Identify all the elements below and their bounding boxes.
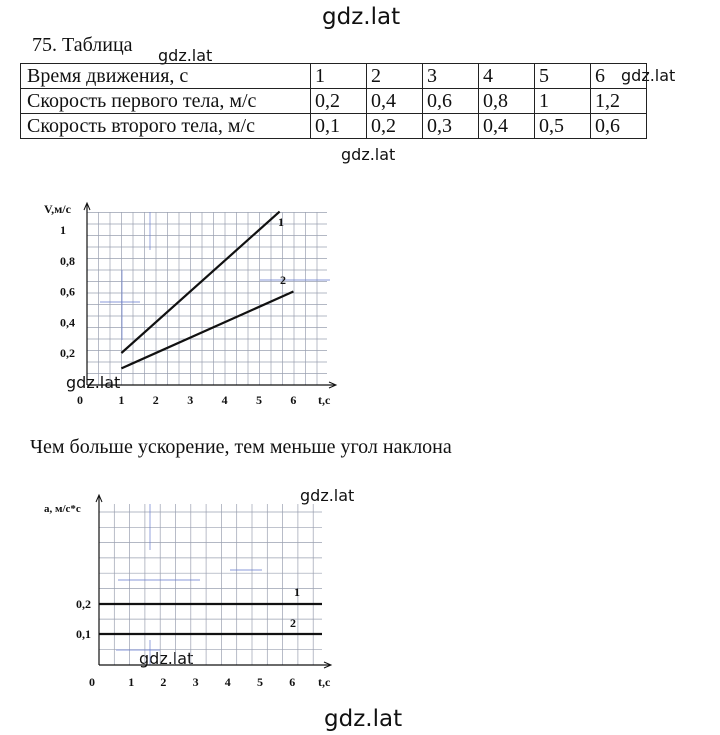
- y-tick-label: 0,8: [60, 253, 75, 268]
- watermark-top: gdz.lat: [322, 4, 401, 30]
- chart-ticks: [76, 597, 295, 689]
- y-tick-label: 0,6: [60, 284, 75, 299]
- series-label-2: 2: [280, 273, 286, 287]
- table-cell: 0,4: [367, 89, 423, 114]
- table-cell: 0,2: [311, 89, 367, 114]
- watermark-table-bottom: gdz.lat: [341, 145, 396, 164]
- conclusion-text: Чем больше ускорение, тем меньше угол наклона: [30, 436, 452, 458]
- row-label: Скорость второго тела, м/с: [21, 114, 311, 139]
- task-title: 75. Таблица: [32, 34, 133, 56]
- table-cell: 4: [479, 64, 535, 89]
- watermark-chart1: gdz.lat: [66, 373, 121, 392]
- acceleration-chart: [0, 490, 360, 690]
- x-tick-label: 0: [89, 675, 95, 689]
- x-tick-label: 6: [290, 393, 297, 407]
- table-cell: 0,3: [423, 114, 479, 139]
- table-row-speed-1: [21, 89, 647, 114]
- table-row-speed-2: [21, 114, 647, 139]
- chart-series: [121, 212, 293, 369]
- y-axis-label: V,м/с: [44, 202, 71, 216]
- x-tick-label: 3: [192, 675, 199, 689]
- x-tick-label: 4: [221, 393, 228, 407]
- series-label-2: 2: [290, 616, 296, 630]
- series-label-1: 1: [278, 215, 284, 229]
- table-cell: 1: [311, 64, 367, 89]
- velocity-chart: [0, 190, 360, 420]
- chart-series: [99, 585, 322, 634]
- x-tick-label: 6: [289, 675, 296, 689]
- table-cell: 3: [423, 64, 479, 89]
- y-tick-label: 0,2: [76, 597, 91, 611]
- x-tick-label: 4: [224, 675, 231, 689]
- table-row-time: [21, 64, 647, 89]
- y-tick-label: 0,1: [76, 627, 91, 641]
- series-label-1: 1: [294, 585, 300, 599]
- chart-ticks: [60, 223, 296, 407]
- table-cell: 6: [591, 64, 647, 89]
- watermark-bottom: gdz.lat: [324, 706, 403, 732]
- row-label: Скорость первого тела, м/с: [21, 89, 311, 114]
- y-axis-label: a, м/с*с: [44, 503, 81, 515]
- chart-axes: [96, 495, 331, 668]
- watermark-chart2-top: gdz.lat: [300, 486, 355, 505]
- table-cell: 1: [535, 89, 591, 114]
- x-tick-label: 3: [187, 393, 194, 407]
- x-tick-label: 1: [128, 675, 135, 689]
- y-tick-label: 0,4: [60, 315, 75, 330]
- chart-grid: [87, 212, 330, 385]
- x-tick-label: 0: [77, 393, 83, 407]
- table-cell: 0,1: [311, 114, 367, 139]
- chart-grid: [99, 504, 322, 665]
- watermark-table-right: gdz.lat: [621, 66, 676, 85]
- x-tick-label: 1: [118, 393, 125, 407]
- x-tick-label: 2: [160, 675, 167, 689]
- row-label: Время движения, с: [21, 64, 311, 89]
- table-cell: 1,2: [591, 89, 647, 114]
- table-cell: 0,6: [423, 89, 479, 114]
- table-cell: 5: [535, 64, 591, 89]
- series-line-1: [121, 212, 279, 353]
- watermark-chart2-bottom: gdz.lat: [139, 649, 194, 668]
- table-cell: 0,8: [479, 89, 535, 114]
- watermark-title: gdz.lat: [158, 46, 213, 65]
- x-axis-label: t,c: [318, 393, 331, 407]
- y-tick-label: 1: [60, 223, 66, 237]
- x-tick-label: 5: [256, 393, 262, 407]
- table-cell: 0,6: [591, 114, 647, 139]
- table-cell: 0,2: [367, 114, 423, 139]
- x-axis-label: t,c: [318, 675, 331, 689]
- x-tick-label: 2: [152, 393, 159, 407]
- y-tick-label: 0,2: [60, 346, 75, 360]
- table-cell: 2: [367, 64, 423, 89]
- data-table: [20, 63, 647, 139]
- x-tick-label: 5: [257, 675, 263, 689]
- table-cell: 0,4: [479, 114, 535, 139]
- table-cell: 0,5: [535, 114, 591, 139]
